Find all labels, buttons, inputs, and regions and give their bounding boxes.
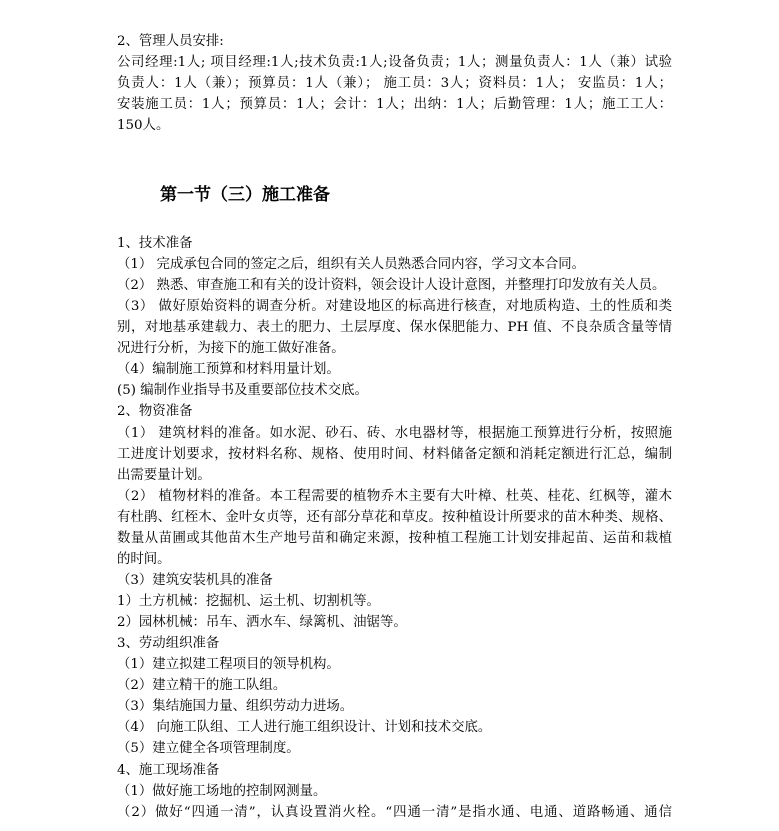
- body-line: （2）做好“四通一清”，认真设置消火栓。“四通一清”是指水通、电通、道路畅通、通信: [117, 805, 672, 820]
- body-line: 出需要量计划。: [117, 468, 211, 483]
- body-line: 1）土方机械：挖掘机、运土机、切割机等。: [117, 594, 380, 609]
- body-line: （3）建筑安装机具的准备: [117, 573, 273, 588]
- body-line: 2、物资准备: [117, 404, 193, 419]
- body-line: （4）编制施工预算和材料用量计划。: [117, 362, 340, 377]
- body-line: （3） 做好原始资料的调查分析。对建设地区的标高进行核查，对地质构造、土的性质和类: [117, 299, 672, 314]
- body-line: 的时间。: [117, 552, 171, 567]
- body-line: 1、技术准备: [117, 236, 193, 251]
- body-line: 况进行分析，为接下的施工做好准备。: [117, 341, 345, 356]
- body-line: （1） 建筑材料的准备。如水泥、砂石、砖、水电器材等，根据施工预算进行分析，按照施: [117, 426, 672, 441]
- staff-heading: 2、管理人员安排:: [117, 34, 224, 49]
- section-title: 第一节（三）施工准备: [160, 185, 330, 205]
- staff-line-4: 150人。: [117, 118, 170, 133]
- staff-line-1: 公司经理:1人; 项目经理:1人;技术负责:1人;设备负责；1人；测量负责人：1人（兼）试验: [117, 55, 672, 70]
- body-line: 2）园林机械：吊车、洒水车、绿篱机、油锯等。: [117, 615, 407, 630]
- body-line: 有杜鹃、红桎木、金叶女贞等，还有部分草花和草皮。按种植设计所要求的苗木种类、规格、: [117, 510, 672, 525]
- body-line: （2）建立精干的施工队组。: [117, 678, 287, 693]
- body-line: （2） 植物材料的准备。本工程需要的植物乔木主要有大叶樟、杜英、桂花、红枫等，灌木: [117, 489, 672, 504]
- body-line: 3、劳动组织准备: [117, 636, 220, 651]
- body-line: 4、施工现场准备: [117, 763, 220, 778]
- body-line: （1） 完成承包合同的签定之后，组织有关人员熟悉合同内容，学习文本合同。: [117, 257, 586, 272]
- body-line: （1）做好施工场地的控制网测量。: [117, 784, 327, 799]
- staff-line-2: 负责人：1人（兼）；预算员：1人（兼）； 施工员：3人；资料员：1人； 安监员：1人；: [117, 76, 672, 91]
- staff-line-3: 安装施工员：1人；预算员：1人；会计：1人；出纳：1人；后勤管理：1人；施工工人：: [117, 97, 672, 112]
- body-line: （1）建立拟建工程项目的领导机构。: [117, 657, 340, 672]
- body-line: （2） 熟悉、审查施工和有关的设计资料，领会设计人设计意图，并整理打印发放有关人员。: [117, 278, 666, 293]
- body-line: （3）集结施国力量、组织劳动力进场。: [117, 699, 354, 714]
- body-line: (5) 编制作业指导书及重要部位技术交底。: [117, 383, 368, 398]
- body-line: 数量从苗圃或其他苗木生产地号苗和确定来源，按种植工程施工计划安排起苗、运苗和栽植: [117, 531, 672, 546]
- body-line: 别，对地基承建载力、表土的肥力、土层厚度、保水保肥能力、PH 值、不良杂质含量等情: [117, 320, 672, 335]
- body-line: （5）建立健全各项管理制度。: [117, 741, 300, 756]
- body-line: 工进度计划要求，按材料名称、规格、使用时间、材料储备定额和消耗定额进行汇总，编制: [117, 447, 672, 462]
- body-line: （4） 向施工队组、工人进行施工组织设计、计划和技术交底。: [117, 720, 492, 735]
